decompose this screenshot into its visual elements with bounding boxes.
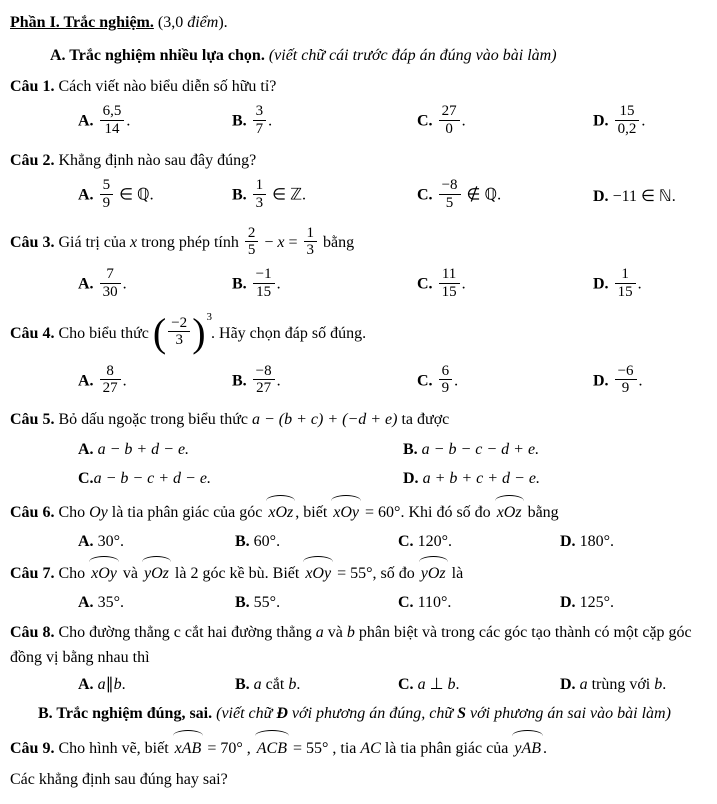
question-3-options (78, 264, 707, 306)
option-label: C. (398, 676, 414, 694)
option-label: A. (78, 533, 94, 551)
angle-xOy: xOy (303, 559, 333, 588)
option-label: A. (78, 594, 94, 612)
option-label: C. (398, 594, 414, 612)
question-text: Cho đường thẳng c cắt hai đường thẳng (58, 624, 312, 642)
option-label: A. (78, 275, 94, 293)
option-label: A. (78, 372, 94, 389)
math-var: x (277, 234, 285, 251)
question-text: Cho (58, 504, 86, 522)
option-label: D. (560, 676, 576, 694)
option-label: C. (417, 372, 433, 389)
question-4: Câu 4. Cho biểu thức ( $\frac{-2}{3}$ ) 3 . Hãy chọn đáp số đúng. (10, 310, 707, 358)
question-text: Bỏ dấu ngoặc trong biểu thức (58, 411, 248, 429)
fraction: $\frac{1}{3}$ (253, 177, 267, 210)
question-1 (10, 74, 707, 99)
question-8: Câu 8. Cho đường thẳng c cắt hai đường thẳng a và b phân biệt và trong các góc tạo thành có một cặp góc đồng vị bằng nhau thì (10, 624, 692, 667)
question-label: Câu 2. (10, 152, 55, 169)
option-c: C. a ⊥ b. (398, 676, 460, 694)
option-label: D. (403, 470, 419, 488)
letter-S: S (457, 705, 467, 723)
option-label: D. (593, 372, 609, 389)
section-a-title: A. Trắc nghiệm nhiều lựa chọn. (50, 47, 265, 64)
option-d: D. $\frac{1}{15}$ . (593, 266, 642, 300)
fraction: $\frac{1}{15}$ (615, 266, 636, 299)
section-b-title: B. Trắc nghiệm đúng, sai. (38, 705, 213, 723)
option-d: D. a + b + c + d − e. (403, 470, 540, 488)
angle-xOy: xOy (331, 498, 361, 527)
option-a: A. 35°. (78, 594, 124, 612)
fraction: $\frac{11}{15}$ (439, 266, 460, 299)
exponent: 3 (206, 311, 213, 324)
question-label: Câu 9. (10, 740, 55, 758)
option-d: D. $\frac{-6}{9}$ . (593, 362, 643, 396)
option-a: A. $\frac{5}{9}$ ∈ ℚ. (78, 177, 154, 211)
question-4-options (78, 360, 707, 402)
fraction: $\frac{2}{5}$ (245, 225, 259, 258)
option-label: A. (78, 676, 94, 694)
angle-yOz: yOz (419, 559, 448, 588)
section-b-note: (viết chữ (216, 705, 273, 723)
option-a: A. $\frac{7}{30}$ . (78, 266, 127, 300)
option-label: A. (78, 112, 94, 130)
question-6: Câu 6. Cho Oy là tia phân giác của góc xOz , biết xOy = 60°. Khi đó số đo xOz bằng (10, 498, 707, 527)
angle-xOz: xOz (495, 498, 524, 527)
option-c: C. 110°. (398, 594, 452, 612)
question-2 (10, 148, 707, 173)
question-label: Câu 4. (10, 325, 55, 342)
option-a: A. a − b + d − e. (78, 441, 190, 459)
option-b: B. $\frac{1}{3}$ ∈ ℤ. (232, 177, 307, 211)
question-text: Cho (58, 565, 86, 583)
fraction: $\frac{3}{7}$ (253, 103, 267, 136)
option-label: B. (403, 441, 418, 459)
option-label: D. (593, 112, 609, 130)
question-text: Giá trị của (58, 234, 126, 251)
part-points: (3,0 (157, 14, 184, 31)
option-label: C. (398, 533, 414, 551)
fraction: $\frac{-2}{3}$ (168, 315, 190, 348)
question-8-options (78, 673, 707, 696)
option-label: B. (235, 676, 250, 694)
question-label: Câu 8. (10, 624, 55, 642)
angle-xOz: xOz (266, 498, 295, 527)
part-title: Phần I. Trắc nghiệm. (10, 14, 154, 31)
angle-xOy: xOy (89, 559, 119, 588)
question-text: Cho hình vẽ, biết (58, 740, 169, 758)
math-var: AC (360, 740, 381, 758)
math-var: a (315, 624, 324, 642)
fraction: $\frac{5}{9}$ (100, 177, 114, 210)
fraction: $\frac{-6}{9}$ (615, 363, 637, 396)
angle-ACB: ACB (255, 733, 289, 763)
question-7: Câu 7. Cho xOy và yOz là 2 góc kề bù. Biết xOy = 55°, số đo yOz là (10, 559, 707, 588)
option-a: A. a∥b. (78, 676, 126, 694)
option-b: B. 55°. (235, 594, 281, 612)
question-text: Khẳng định nào sau đây đúng? (58, 152, 257, 169)
math-var: b (346, 624, 355, 642)
option-c: C. $\frac{27}{0}$ . (417, 103, 466, 137)
part-points-word: điểm (187, 14, 219, 31)
section-b-heading: B. Trắc nghiệm đúng, sai. (viết chữ Đ với phương án đúng, chữ S với phương án sai vào bài làm) (38, 705, 671, 723)
option-label: D. (560, 533, 576, 551)
option-d: D. 125°. (560, 594, 614, 612)
option-label: D. (560, 594, 576, 612)
question-label: Câu 3. (10, 234, 55, 251)
section-a-note: (viết chữ cái trước đáp án đúng vào bài làm) (268, 47, 557, 64)
fraction: $\frac{6,5}{14}$ (100, 103, 125, 136)
angle-yOz: yOz (142, 559, 171, 588)
option-c: C. $\frac{-8}{5}$ ∉ ℚ. (417, 177, 502, 211)
option-label: B. (232, 112, 247, 130)
option-a: A. $\frac{8}{27}$ . (78, 362, 127, 396)
option-c: C. $\frac{11}{15}$ . (417, 266, 466, 300)
option-d: D. −11 ∈ ℕ. (593, 188, 676, 205)
option-label: C. (417, 112, 433, 130)
angle-xAB: xAB (173, 733, 204, 763)
option-c: C.a − b − c + d − e. (78, 470, 211, 488)
math-expression: a − (b + c) + (−d + e) (251, 411, 398, 429)
option-label: B. (232, 186, 247, 204)
option-b: B. a − b − c − d + e. (403, 441, 540, 459)
question-label: Câu 1. (10, 78, 55, 95)
option-a: A. 30°. (78, 533, 124, 551)
question-2-options (78, 175, 707, 217)
option-label: C. (78, 470, 94, 488)
letter-D: Đ (276, 705, 288, 723)
option-b: B. $\frac{3}{7}$ . (232, 103, 273, 137)
fraction: $\frac{8}{27}$ (100, 363, 121, 396)
option-c: C. $\frac{6}{9}$ . (417, 362, 459, 396)
question-6-options (78, 530, 707, 553)
fraction: $\frac{7}{30}$ (100, 266, 121, 299)
math-var: x (129, 234, 138, 251)
fraction: $\frac{-8}{5}$ (439, 177, 461, 210)
option-label: A. (78, 441, 94, 459)
math-var: Oy (89, 504, 108, 522)
question-9: Câu 9. Cho hình vẽ, biết xAB = 70° , ACB = 55° , tia AC là tia phân giác của yAB . (10, 733, 707, 763)
option-label: C. (417, 186, 433, 204)
section-a-heading (10, 43, 707, 68)
option-b: B. $\frac{-8}{27}$ . (232, 362, 281, 396)
option-c: C. 120°. (398, 533, 452, 551)
question-label: Câu 7. (10, 565, 55, 583)
option-label: A. (78, 186, 94, 204)
option-label: B. (235, 533, 250, 551)
option-d: D. $\frac{15}{0,2}$ . (593, 103, 646, 137)
question-text: Cho biểu thức (58, 325, 149, 342)
question-label: Câu 5. (10, 411, 55, 429)
part-points-close: ). (218, 14, 228, 31)
question-text: Cách viết nào biểu diễn số hữu tỉ? (58, 78, 277, 95)
option-b: B. 60°. (235, 533, 281, 551)
option-label: D. (593, 275, 609, 293)
fraction: $\frac{6}{9}$ (439, 363, 453, 396)
question-7-options (78, 591, 707, 614)
fraction: $\frac{15}{0,2}$ (615, 103, 640, 136)
option-label: B. (235, 594, 250, 612)
option-a: A. $\frac{6,5}{14}$ . (78, 103, 131, 137)
option-b: B. a cắt b. (235, 676, 301, 694)
option-label: B. (232, 275, 247, 293)
angle-yAB: yAB (512, 733, 543, 763)
fraction: $\frac{-8}{27}$ (253, 363, 275, 396)
question-label: Câu 6. (10, 504, 55, 522)
math-expression: ( $\frac{-2}{3}$ ) 3 (153, 309, 211, 357)
option-b: B. $\frac{-1}{15}$ . (232, 266, 281, 300)
question-5: Câu 5. Bỏ dấu ngoặc trong biểu thức a − (b + c) + (−d + e) ta được (10, 411, 450, 429)
option-label: C. (417, 275, 433, 293)
part-heading (10, 10, 707, 35)
option-label: D. (593, 188, 609, 205)
question-5-options (78, 438, 707, 491)
fraction: $\frac{-1}{15}$ (253, 266, 275, 299)
fraction: $\frac{1}{3}$ (304, 225, 318, 258)
fraction: $\frac{27}{0}$ (439, 103, 460, 136)
question-3: Câu 3. Giá trị của x trong phép tính $\frac{2}{5}$ − x = $\frac{1}{3}$ bằng (10, 224, 355, 258)
question-1-options (78, 101, 707, 143)
option-label: B. (232, 372, 247, 389)
option-d: D. 180°. (560, 533, 614, 551)
question-9-subtext: Các khẳng định sau đúng hay sai? (10, 771, 228, 789)
option-d: D. a trùng với b. (560, 676, 667, 694)
